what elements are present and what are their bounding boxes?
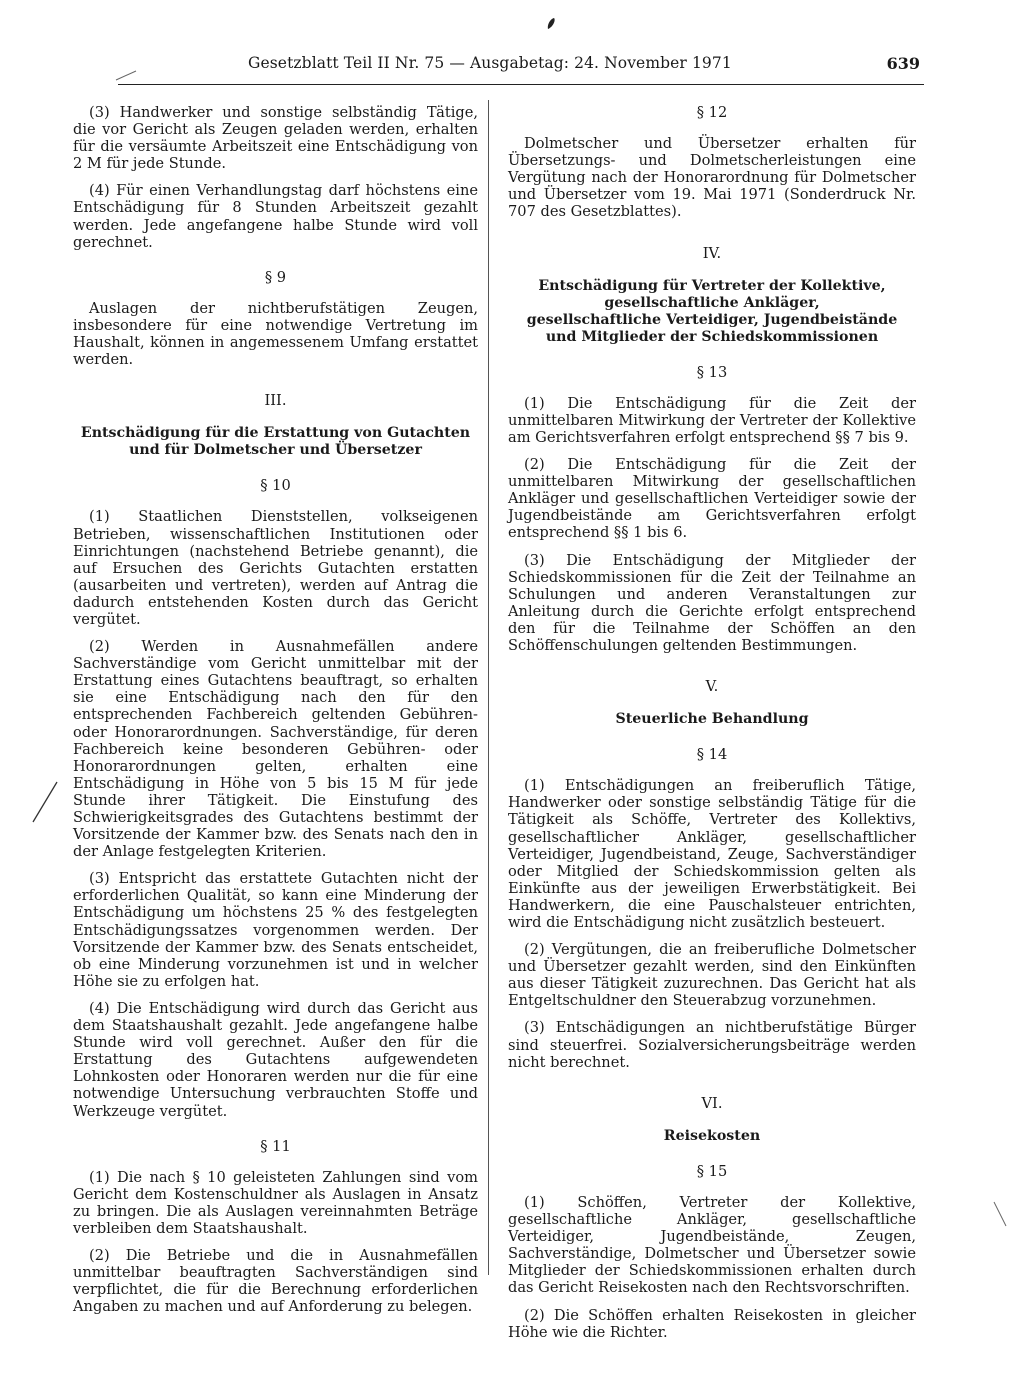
paragraph: (2) Vergütungen, die an freiberufliche Dolmetscher und Übersetzer gezahlt werden, sind den Einkünften aus dieser Tätigkeit zuzurechnen. Das Gericht hat als Entgeltschuldner den Steuerabzug vorzunehmen. [508,941,916,1010]
paragraph: (4) Für einen Verhandlungstag darf höchstens eine Entschädigung für 8 Stunden Arbeitszeit gezahlt werden. Jede angefangene halbe Stunde wird voll gerechnet. [73,182,478,251]
left-column [73,104,478,1325]
part-number: III. [264,392,287,410]
right-column [508,104,916,1351]
section-number: § 9 [264,268,287,286]
paragraph: (4) Die Entschädigung wird durch das Gericht aus dem Staatshaushalt gezahlt. Jede angefangene halbe Stunde wird voll gerechnet. Außer den für die Erstattung des Gutachtens aufgewendeten Lohnkosten oder Honoraren werden nur die für eine notwendige Untersuchung verbrauchten Stoffe und Werkzeuge vergütet. [73,999,478,1120]
paragraph: (1) Schöffen, Vertreter der Kollektive, gesellschaftliche Ankläger, gesellschaftliche Verteidiger, Jugendbeistände, Zeugen, Sachverständige, Dolmetscher und Übersetzer sowie Mitglieder der Schiedskommissionen erhalten durch das Gericht Reisekosten nach den Rechtsvorschriften. [508,1193,916,1297]
paragraph: Auslagen der nichtberufstätigen Zeugen, insbesondere für eine notwendige Vertretung im Haushalt, können in angemessenem Umfang erstattet werden. [73,299,478,369]
heading-line: gesellschaftliche Verteidiger, Jugendbeistände [526,311,898,328]
paragraph: (3) Entschädigungen an nichtberufstätige Bürger sind steuerfrei. Sozialversicherungsbeiträge werden nicht berechnet. [508,1019,916,1071]
section-number: § 14 [696,746,728,764]
paragraph: (1) Die nach § 10 geleisteten Zahlungen sind vom Gericht dem Kostenschuldner als Auslagen in Ansatz zu bringen. Die als Auslagen vereinnahmten Beträge verbleiben dem Staatshaushalt. [73,1168,478,1237]
paragraph: (1) Die Entschädigung für die Zeit der unmittelbaren Mitwirkung der Vertreter der Kollektive am Gerichtsverfahren erfolgt entsprechend §§ 7 bis 9. [508,394,916,446]
paragraph: (3) Entspricht das erstattete Gutachten nicht der erforderlichen Qualität, so kann eine Minderung der Entschädigung um höchstens 25 % des festgelegten Entschädigungssatzes vorgenommen werden. Der Vorsitzende der Kammer bzw. des Senats entscheidet, ob eine Minderung vorzunehmen ist und in welcher Höhe sie zu erfolgen hat. [73,870,478,990]
column-divider [488,100,489,1275]
paragraph: (2) Die Schöffen erhalten Reisekosten in gleicher Höhe wie die Richter. [508,1306,916,1341]
paragraph: (1) Staatlichen Dienststellen, volkseigenen Betrieben, wissenschaftlichen Institutionen oder Einrichtungen (nachstehend Betriebe genannt), die auf Ersuchen des Gerichts Gutachten erstatten (ausarbeiten und vertreten), werden auf Antrag die dadurch entstehenden Kosten durch das Gericht vergütet. [73,508,478,628]
ink-blot [544,16,558,32]
section-number: § 15 [696,1162,728,1180]
heading-line: Entschädigung für die Erstattung von Gutachten [80,425,471,442]
part-heading: Reisekosten [663,1127,761,1144]
corner-mark [990,1198,1010,1232]
section-number: § 10 [260,477,291,495]
heading-line: Entschädigung für Vertreter der Kollektive, [538,277,886,294]
part-heading [73,425,478,459]
part-number: V. [705,678,719,696]
paragraph: (2) Die Entschädigung für die Zeit der unmittelbaren Mitwirkung der gesellschaftlichen Ankläger und gesellschaftlichen Verteidiger sowie der Jugendbeistände am Gerichtsverfahren erfolgt entsprechend §§ 1 bis 6. [508,456,916,542]
heading-line: und für Dolmetscher und Übersetzer [129,442,422,459]
page-header [118,54,924,85]
section-number: § 13 [696,363,728,381]
heading-line: und Mitglieder der Schiedskommissionen [545,328,879,345]
part-number: IV. [702,244,722,262]
paragraph: (1) Entschädigungen an freiberuflich Tätige, Handwerker oder sonstige selbständig Tätige für die Tätigkeit als Schöffe, Vertreter des Kollektivs, gesellschaftlicher Ankläger, gesellschaftlicher Verteidiger, Jugendbeistand, Zeuge, Sachverständiger oder Mitglied der Schiedskommission gelten als Einkünfte aus der jeweiligen Erwerbstätigkeit. Bei Handwerkern, die eine Pauschalsteuer entrichten, wird die Entschädigung nicht zusätzlich besteuert. [508,777,916,931]
paragraph: (3) Handwerker und sonstige selbständig Tätige, die vor Gericht als Zeugen geladen werden, erhalten für die versäumte Arbeitszeit eine Entschädigung von 2 M für jede Stunde. [73,104,478,173]
paragraph: (2) Werden in Ausnahmefällen andere Sachverständige vom Gericht unmittelbar mit der Erstattung eines Gutachtens beauftragt, so erhalten sie eine Entschädigung nach den für den entsprechenden Fachbereich geltenden Gebühren- oder Honorarordnungen. Sachverständige, für deren Fachbereich keine besonderen Gebühren- oder Honorarordnungen gelten, erhalten eine Entschädigung in Höhe von 5 bis 15 M für jede Stunde ihrer Tätigkeit. Die Einstufung des Schwierigkeitsgrades des Gutachtens bestimmt der Vorsitzende der Kammer bzw. des Senats nach den in der Anlage festgelegten Kriterien. [73,638,478,861]
header-title: Gesetzblatt Teil II Nr. 75 — Ausgabetag: 24. November 1971 [248,54,732,72]
part-heading [508,278,916,346]
section-number: § 11 [260,1137,291,1155]
page-number: 639 [886,54,920,73]
heading-line: gesellschaftliche Ankläger, [604,294,820,311]
part-number: VI. [701,1094,723,1112]
paragraph: (2) Die Betriebe und die in Ausnahmefällen unmittelbar beauftragten Sachverständigen sind verpflichtet, die für die Berechnung erforderlichen Angaben zu machen und auf Anforderung zu belegen. [73,1247,478,1316]
margin-stroke [30,778,60,826]
section-number: § 12 [696,104,728,121]
part-heading: Steuerliche Behandlung [615,711,809,728]
paragraph: (3) Die Entschädigung der Mitglieder der Schiedskommissionen für die Zeit der Teilnahme an Schulungen und anderen Veranstaltungen zur Anleitung durch die Gerichte erfolgt entsprechend den für die Teilnahme der Schöffen an den Schöffenschulungen geltenden Bestimmungen. [508,551,916,654]
paragraph: Dolmetscher und Übersetzer erhalten für Übersetzungs- und Dolmetscherleistungen eine Vergütung nach der Honorarordnung für Dolmetscher und Übersetzer vom 19. Mai 1971 (Sonderdruck Nr. 707 des Gesetzblattes). [508,135,916,221]
